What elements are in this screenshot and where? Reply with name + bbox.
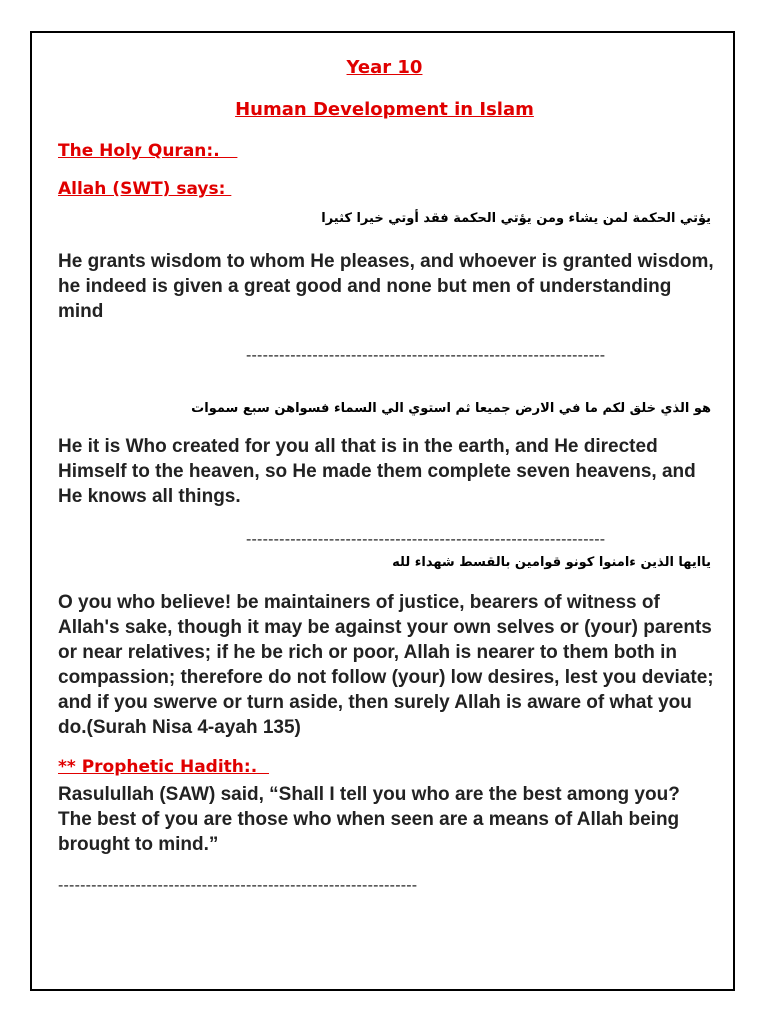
- hadith-text: Rasulullah (SAW) said, “Shall I tell you who are the best among you? The best of you are those who when seen are a means of Allah being brought to mind.”: [58, 784, 680, 855]
- verse-2-arabic: هو الذي خلق لكم ما في الارض جميعا ثم استوي الي السماء فسواهن سبع سموات: [191, 401, 711, 416]
- verse-2-english: He it is Who created for you all that is in the earth, and He directed Himself to the heaven, so He made them complete seven heavens, and He knows all things.: [58, 436, 696, 507]
- verse-3-arabic: ياايها الذين ءامنوا كونو قوامين بالقسط شهداء لله: [392, 555, 711, 570]
- hadith-heading: ** Prophetic Hadith:.: [58, 757, 269, 777]
- year-heading: Year 10: [346, 57, 423, 78]
- verse-1-english: He grants wisdom to whom He pleases, and whoever is granted wisdom, he indeed is given a great good and none but men of understanding mind: [58, 251, 714, 322]
- document-page: [30, 31, 735, 991]
- verse-3-english: O you who believe! be maintainers of justice, bearers of witness of Allah's sake, though it may be against your own selves or (your) parents or near relatives; if he be rich or poor, Allah is nearer to them both in compassion; therefore do not follow (your) low desires, lest you deviate; and if you swerve or turn aside, then surely Allah is aware of what you do.(Surah Nisa 4-ayah 135): [58, 592, 714, 738]
- divider: -----------------------------------------------------------------: [246, 531, 606, 548]
- verse-1-arabic: يؤتي الحكمة لمن يشاء ومن يؤتي الحكمة فقد أوتي خيرا كثيرا: [321, 211, 711, 226]
- quran-heading: The Holy Quran:.: [58, 141, 238, 161]
- divider: -----------------------------------------------------------------: [246, 347, 606, 364]
- allah-says-heading: Allah (SWT) says:: [58, 179, 232, 199]
- divider: -----------------------------------------------------------------: [58, 877, 418, 894]
- document-title: Human Development in Islam: [235, 99, 534, 120]
